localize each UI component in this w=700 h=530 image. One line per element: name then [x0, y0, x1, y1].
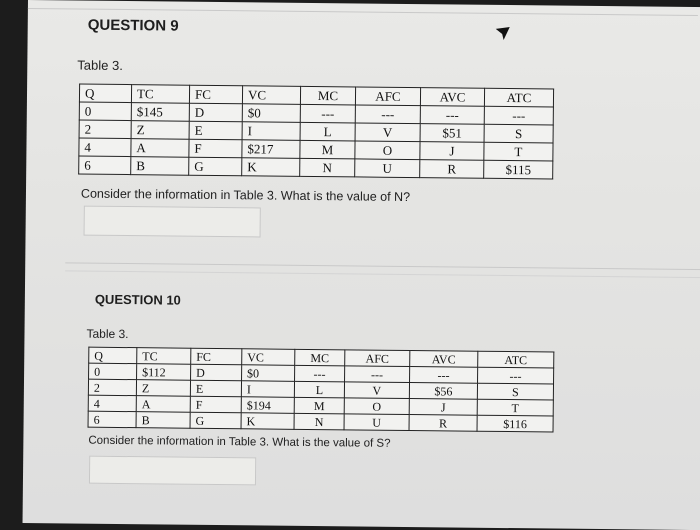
cost-table: [78, 84, 554, 180]
table-cell: ---: [410, 367, 478, 384]
question-10-title: QUESTION 10: [94, 291, 181, 308]
table-cell: U: [355, 159, 420, 178]
answer-input-q9[interactable]: [84, 206, 261, 238]
divider: [65, 270, 700, 278]
table-cell: K: [242, 158, 300, 177]
table-cell: D: [189, 103, 242, 122]
table-cell: V: [355, 123, 420, 142]
table-cell: MC: [300, 86, 355, 105]
table-cell: $115: [484, 160, 553, 179]
table-cell: ---: [295, 365, 345, 382]
table-cell: O: [344, 398, 409, 415]
question-10-text: Consider the information in Table 3. What is the value of S?: [88, 434, 391, 450]
table-cell: O: [355, 141, 420, 160]
quiz-page: [23, 0, 700, 530]
table-cell: N: [294, 413, 344, 430]
cost-table: [88, 347, 555, 433]
table-cell: R: [420, 160, 484, 179]
table-cell: I: [241, 381, 294, 398]
table-cell: G: [190, 412, 241, 429]
table-cell: 0: [89, 363, 137, 380]
table-cell: G: [189, 157, 242, 176]
table-cell: U: [344, 414, 409, 431]
table-cell: $0: [242, 365, 295, 382]
table-cell: 2: [79, 120, 131, 139]
table-cell: FC: [189, 85, 242, 104]
table-cell: E: [189, 121, 242, 140]
table-cell: Z: [131, 121, 189, 140]
table-cell: Q: [89, 347, 137, 364]
table-cell: M: [300, 140, 355, 159]
table-label: Table 3.: [77, 57, 123, 73]
question-9-text: Consider the information in Table 3. What is the value of N?: [80, 186, 411, 205]
table-cell: F: [190, 396, 241, 413]
table-cell: 6: [79, 156, 131, 175]
table-cell: $112: [137, 364, 191, 381]
table-cell: TC: [131, 85, 189, 104]
table-row: [79, 156, 553, 179]
answer-input-q10[interactable]: [89, 456, 256, 486]
table-cell: A: [131, 139, 189, 158]
table-cell: J: [409, 399, 477, 416]
divider: [28, 8, 698, 16]
table-cell: B: [136, 412, 190, 429]
table-cell: ---: [345, 366, 410, 383]
table-cell: Q: [79, 84, 131, 103]
question-9-title: QUESTION 9: [87, 16, 179, 35]
table-cell: ---: [300, 104, 355, 123]
divider: [65, 262, 700, 270]
table-cell: VC: [242, 86, 300, 105]
table-cell: B: [131, 157, 189, 176]
table-cell: VC: [242, 349, 295, 366]
table-cell: 4: [79, 138, 131, 157]
table-cell: 6: [88, 411, 136, 428]
table-cell: ATC: [484, 88, 553, 107]
table-cell: D: [191, 364, 242, 381]
table-cell: $145: [131, 103, 189, 122]
table-cell: $0: [242, 104, 300, 123]
table-cell: I: [242, 122, 300, 141]
table-cell: L: [294, 381, 344, 398]
table-cell: MC: [295, 349, 345, 366]
table-cell: TC: [137, 348, 191, 365]
table-cell: M: [294, 397, 344, 414]
table-cell: ---: [355, 105, 420, 124]
table-cell: S: [477, 383, 553, 400]
table-cell: ---: [478, 367, 554, 384]
table-cell: AFC: [345, 350, 410, 367]
table-cell: 2: [88, 379, 136, 396]
table-label: Table 3.: [86, 326, 129, 342]
table-cell: R: [409, 415, 477, 432]
table-cell: F: [189, 139, 242, 158]
table-cell: T: [477, 399, 553, 416]
table-cell: ---: [484, 106, 553, 125]
table-cell: V: [344, 382, 409, 399]
table-cell: ---: [420, 106, 484, 125]
table-cell: FC: [191, 348, 242, 365]
table-cell: AVC: [410, 351, 478, 368]
table-cell: $217: [242, 140, 300, 159]
table-cell: AFC: [355, 87, 420, 106]
table-cell: $56: [409, 383, 477, 400]
table-cell: Z: [136, 380, 190, 397]
table-cell: $51: [420, 124, 484, 143]
table-cell: S: [484, 124, 553, 143]
table-cell: K: [241, 413, 294, 430]
table-cell: $116: [477, 415, 553, 432]
table-cell: L: [300, 122, 355, 141]
table-cell: J: [420, 142, 484, 161]
table-cell: AVC: [420, 88, 484, 107]
table-cell: ATC: [478, 351, 554, 368]
table-cell: E: [190, 380, 241, 397]
table-cell: $194: [241, 397, 294, 414]
table-cell: A: [136, 396, 190, 413]
mouse-cursor-icon: [494, 25, 512, 43]
table-cell: 4: [88, 395, 136, 412]
table-cell: N: [300, 158, 355, 177]
table-cell: 0: [79, 102, 131, 121]
table-cell: T: [484, 142, 553, 161]
